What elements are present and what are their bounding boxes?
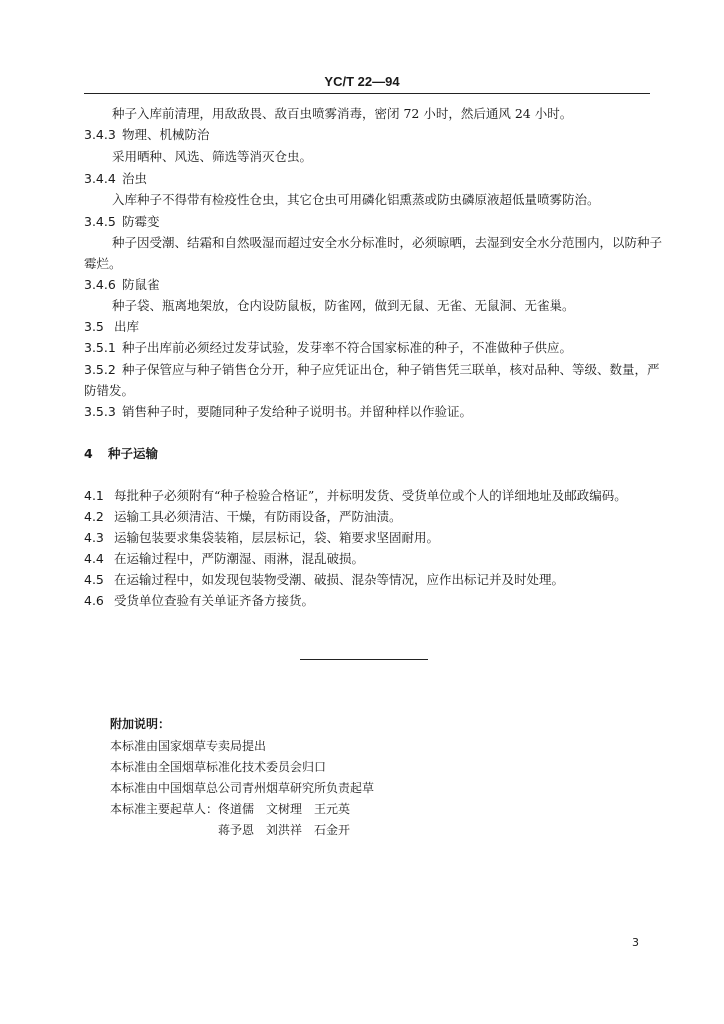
section-3-5-1 [84, 340, 572, 356]
section-4-heading [84, 446, 158, 462]
section-4-4 [84, 551, 364, 567]
notes-title: 附加说明： [110, 717, 171, 731]
section-number: 4.1 [84, 488, 104, 503]
section-text: 种子保管应与种子销售仓分开，种子应凭证出仓，种子销售凭三联单，核对品种、等级、数量，严 [122, 362, 660, 377]
section-3-5-heading [84, 319, 139, 335]
section-title: 种子运输 [108, 446, 159, 461]
section-number: 4 [84, 446, 93, 461]
section-text: 运输包装要求集袋装箱，层层标记，袋、箱要求坚固耐用。 [114, 530, 440, 545]
section-4-1 [84, 488, 627, 504]
section-4-3 [84, 530, 439, 546]
section-number: 3.5.3 [84, 404, 116, 419]
section-title: 出库 [114, 319, 140, 334]
section-4-6 [84, 593, 314, 609]
end-rule [300, 659, 428, 660]
section-text: 在运输过程中，严防潮湿、雨淋，混乱破损。 [114, 551, 365, 566]
section-number: 3.4.5 [84, 214, 116, 229]
section-3-4-4-heading [84, 171, 147, 187]
section-number: 4.5 [84, 572, 104, 587]
section-3-4-5-body: 种子因受潮、结霜和自然吸湿而超过安全水分标准时，必须晾晒，去湿到安全水分范围内，以防种子 [112, 235, 663, 250]
section-number: 3.5.1 [84, 340, 116, 355]
section-4-5 [84, 572, 564, 588]
notes-line: 本标准由中国烟草总公司青州烟草研究所负责起草 [110, 781, 375, 795]
section-number: 3.5 [84, 319, 104, 334]
section-3-4-3-body: 采用晒种、风选、筛选等消灭仓虫。 [112, 149, 313, 164]
section-number: 4.2 [84, 509, 104, 524]
section-text: 在运输过程中，如发现包装物受潮、破损、混杂等情况，应作出标记并及时处理。 [114, 572, 565, 587]
page-number: 3 [632, 936, 639, 949]
notes-line: 蒋予恩 刘洪祥 石金开 [218, 823, 351, 837]
section-number: 3.5.2 [84, 362, 116, 377]
section-text: 销售种子时，要随同种子发给种子说明书。并留种样以作验证。 [122, 404, 473, 419]
section-text: 运输工具必须清洁、干燥，有防雨设备，严防油渍。 [114, 509, 402, 524]
notes-line: 本标准由全国烟草标准化技术委员会归口 [110, 760, 327, 774]
section-title: 防霉变 [122, 214, 160, 229]
section-3-4-6-body: 种子袋、瓶离地架放，仓内设防鼠板，防雀网，做到无鼠、无雀、无鼠洞、无雀巢。 [112, 298, 575, 313]
section-number: 4.6 [84, 593, 104, 608]
section-number: 3.4.6 [84, 277, 116, 292]
section-text: 受货单位查验有关单证齐备方接货。 [114, 593, 315, 608]
notes-line: 本标准由国家烟草专卖局提出 [110, 739, 267, 753]
section-number: 3.4.4 [84, 171, 116, 186]
section-title: 物理、机械防治 [122, 127, 210, 142]
section-text: 每批种子必须附有“种子检验合格证”，并标明发货、受货单位或个人的详细地址及邮政编码。 [114, 488, 627, 503]
section-3-4-5-heading [84, 214, 160, 230]
section-text: 种子出库前必须经过发芽试验，发芽率不符合国家标准的种子，不准做种子供应。 [122, 340, 573, 355]
section-3-5-2 [84, 362, 660, 378]
section-3-4-6-heading [84, 277, 160, 293]
section-number: 4.4 [84, 551, 104, 566]
page-header: YC/T 22—94 [324, 74, 400, 89]
header-rule [84, 93, 650, 94]
section-3-4-4-body: 入库种子不得带有检疫性仓虫，其它仓虫可用磷化铝熏蒸或防虫磷原液超低量喷雾防治。 [112, 192, 600, 207]
section-title: 防鼠雀 [122, 277, 160, 292]
section-3-5-2-cont: 防错发。 [84, 383, 135, 398]
section-number: 4.3 [84, 530, 104, 545]
section-3-4-5-body-cont: 霉烂。 [84, 256, 122, 271]
section-4-2 [84, 509, 402, 525]
paragraph-3-4-2-body: 种子入库前清理，用敌敌畏、敌百虫喷雾消毒，密闭 72 小时，然后通风 24 小时。 [112, 106, 573, 121]
section-title: 治虫 [122, 171, 148, 186]
section-number: 3.4.3 [84, 127, 116, 142]
section-3-4-3-heading [84, 127, 210, 143]
section-3-5-3 [84, 404, 472, 420]
notes-line: 本标准主要起草人：佟道儒 文树理 王元英 [110, 802, 351, 816]
